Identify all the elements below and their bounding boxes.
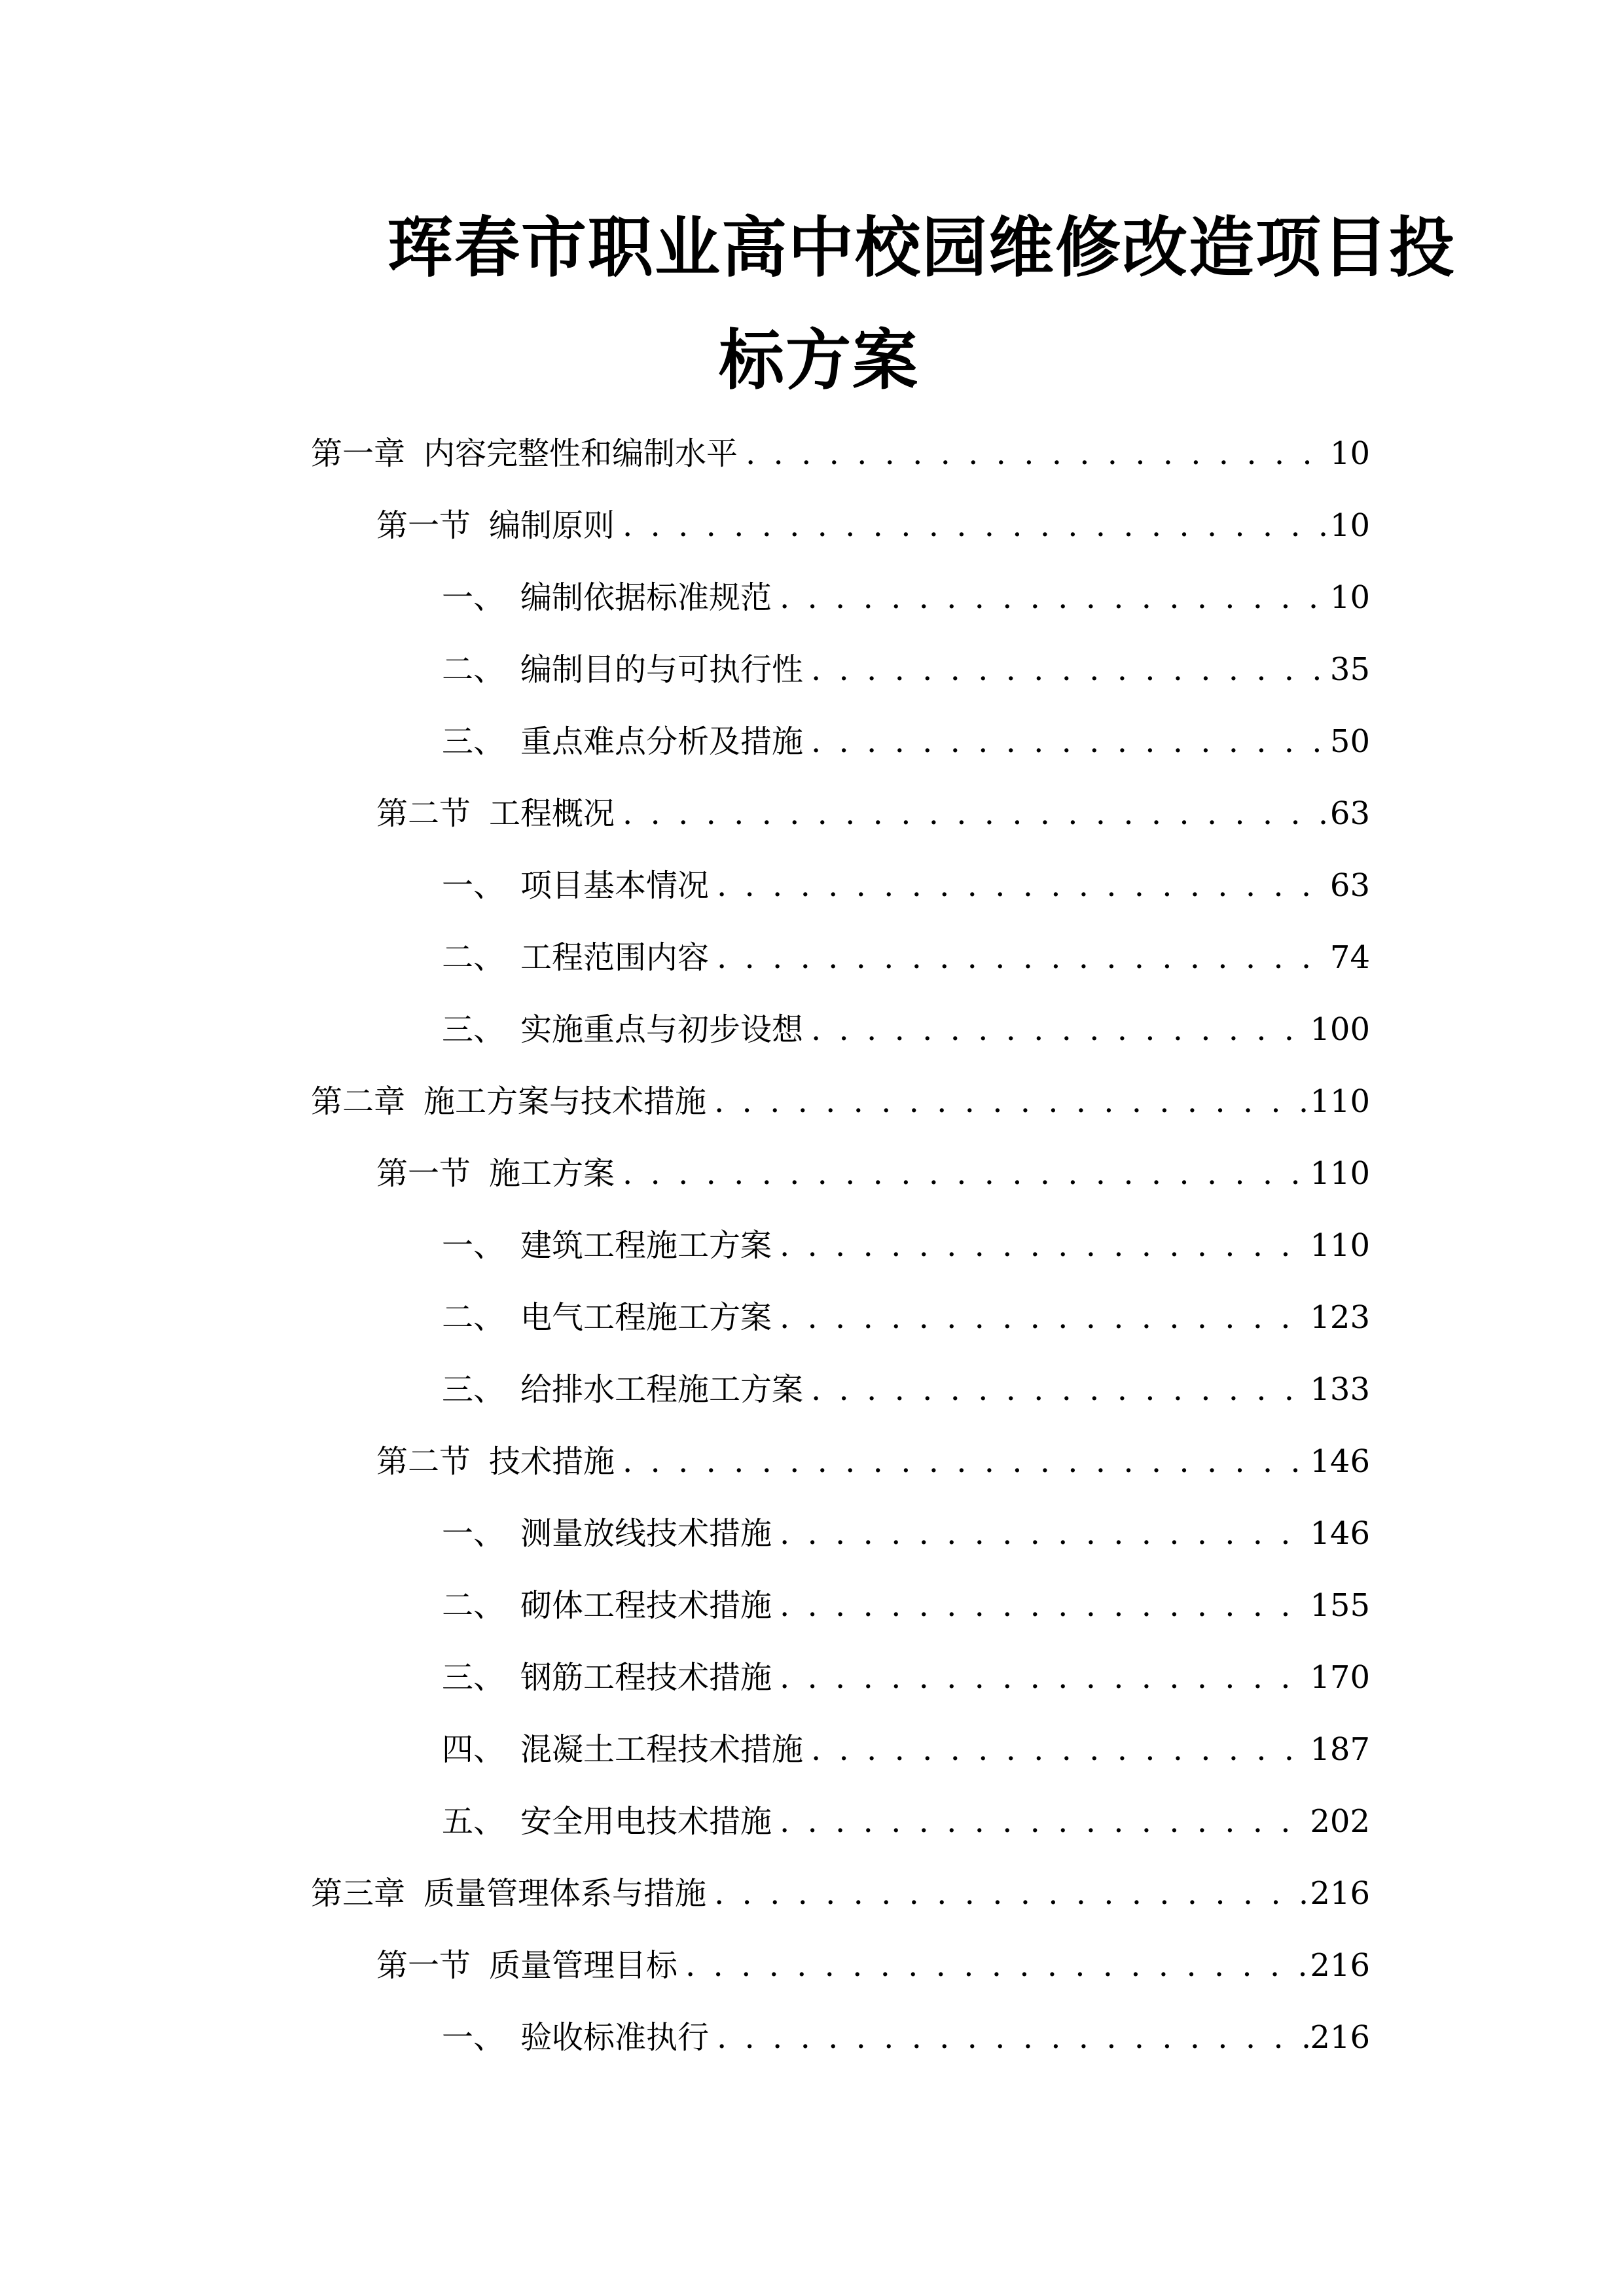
toc-entry-page: 146 [1310, 1443, 1370, 1480]
toc-entry-page: 10 [1329, 507, 1370, 544]
toc-dot-leader [772, 1795, 1310, 1848]
toc-entry[interactable] [442, 1291, 1370, 1344]
toc-entry-number: 第二节 [376, 795, 471, 832]
toc-entry-page: 10 [1329, 579, 1370, 616]
toc-dot-leader [772, 1219, 1310, 1272]
toc-entry-page: 110 [1310, 1083, 1370, 1120]
toc-entry-title: 重点难点分析及措施 [520, 723, 804, 760]
toc-entry-title: 钢筋工程技术措施 [520, 1659, 772, 1696]
toc-entry-page: 170 [1310, 1659, 1370, 1696]
toc-dot-leader [803, 1003, 1310, 1056]
toc-entry-number: 四、 [442, 1731, 505, 1768]
toc-entry-title: 测量放线技术措施 [520, 1515, 772, 1552]
toc-dot-leader [772, 1579, 1310, 1632]
toc-entry[interactable] [442, 571, 1370, 624]
toc-dot-leader [803, 1723, 1310, 1776]
toc-entry-title: 质量管理目标 [489, 1947, 678, 1984]
toc-entry-title: 内容完整性和编制水平 [424, 435, 738, 472]
toc-entry-page: 10 [1329, 435, 1370, 472]
toc-entry-number: 第三章 [311, 1875, 406, 1912]
table-of-contents [0, 425, 1624, 2127]
toc-entry-title: 质量管理体系与措施 [424, 1875, 707, 1912]
toc-dot-leader [709, 931, 1330, 984]
toc-entry[interactable] [442, 715, 1370, 768]
toc-entry[interactable] [442, 1363, 1370, 1416]
toc-entry-number: 第一节 [376, 507, 471, 544]
toc-entry[interactable] [376, 1147, 1370, 1200]
toc-entry-page: 110 [1310, 1155, 1370, 1192]
document-title-continued: 标方案 [719, 321, 919, 399]
toc-dot-leader [709, 859, 1330, 912]
toc-entry-page: 110 [1310, 1227, 1370, 1264]
toc-entry[interactable] [442, 931, 1370, 984]
toc-entry-number: 一、 [442, 1515, 505, 1552]
toc-entry-number: 第一节 [376, 1947, 471, 1984]
toc-entry[interactable] [442, 859, 1370, 912]
toc-entry-number: 三、 [442, 1371, 505, 1408]
toc-dot-leader [803, 643, 1330, 696]
toc-entry-title: 编制依据标准规范 [520, 579, 772, 616]
toc-entry[interactable] [311, 1867, 1370, 1920]
toc-entry-page: 202 [1310, 1803, 1370, 1840]
toc-entry-number: 第二章 [311, 1083, 406, 1120]
toc-dot-leader [615, 499, 1330, 552]
toc-entry-page: 35 [1329, 651, 1370, 688]
toc-entry-number: 三、 [442, 1659, 505, 1696]
toc-entry-title: 安全用电技术措施 [520, 1803, 772, 1840]
toc-entry-number: 一、 [442, 579, 505, 616]
toc-entry[interactable] [442, 1507, 1370, 1560]
toc-entry-title: 施工方案 [489, 1155, 615, 1192]
toc-dot-leader [803, 715, 1330, 768]
toc-entry[interactable] [442, 1651, 1370, 1704]
toc-entry-page: 216 [1310, 1947, 1370, 1984]
toc-dot-leader [772, 1651, 1310, 1704]
toc-entry[interactable] [442, 1219, 1370, 1272]
toc-entry-number: 一、 [442, 867, 505, 904]
toc-entry-title: 给排水工程施工方案 [520, 1371, 804, 1408]
toc-entry-title: 验收标准执行 [520, 2019, 710, 2056]
toc-entry-title: 工程范围内容 [520, 939, 710, 976]
toc-dot-leader [615, 1147, 1310, 1200]
toc-entry-page: 133 [1310, 1371, 1370, 1408]
toc-entry-number: 一、 [442, 2019, 505, 2056]
toc-entry-title: 施工方案与技术措施 [424, 1083, 707, 1120]
toc-dot-leader [677, 1939, 1310, 1992]
toc-dot-leader [803, 1363, 1310, 1416]
toc-entry[interactable] [442, 643, 1370, 696]
toc-entry-title: 砌体工程技术措施 [520, 1587, 772, 1624]
toc-entry-page: 74 [1329, 939, 1370, 976]
toc-dot-leader [738, 427, 1330, 480]
toc-entry-number: 第一章 [311, 435, 406, 472]
toc-entry[interactable] [442, 1003, 1370, 1056]
toc-entry[interactable] [311, 1075, 1370, 1128]
toc-entry-page: 146 [1310, 1515, 1370, 1552]
toc-entry-number: 二、 [442, 939, 505, 976]
toc-entry-title: 编制目的与可执行性 [520, 651, 804, 688]
toc-dot-leader [615, 787, 1330, 840]
toc-dot-leader [772, 571, 1330, 624]
toc-entry[interactable] [442, 1579, 1370, 1632]
toc-entry-page: 155 [1310, 1587, 1370, 1624]
toc-entry-number: 二、 [442, 651, 505, 688]
toc-entry-number: 二、 [442, 1299, 505, 1336]
toc-entry-title: 工程概况 [489, 795, 615, 832]
toc-entry-page: 50 [1329, 723, 1370, 760]
document-title: 珲春市职业高中校园维修改造项目投 [388, 209, 1456, 286]
toc-entry[interactable] [376, 1435, 1370, 1488]
toc-entry[interactable] [311, 427, 1370, 480]
toc-entry[interactable] [376, 1939, 1370, 1992]
toc-entry-title: 建筑工程施工方案 [520, 1227, 772, 1264]
toc-entry[interactable] [376, 499, 1370, 552]
toc-entry[interactable] [442, 1723, 1370, 1776]
toc-dot-leader [709, 2011, 1310, 2064]
toc-entry[interactable] [442, 1795, 1370, 1848]
toc-dot-leader [772, 1291, 1310, 1344]
toc-entry-number: 五、 [442, 1803, 505, 1840]
toc-entry-page: 100 [1310, 1011, 1370, 1048]
toc-entry[interactable] [376, 787, 1370, 840]
toc-entry-page: 216 [1310, 2019, 1370, 2056]
toc-entry-page: 123 [1310, 1299, 1370, 1336]
toc-entry-title: 电气工程施工方案 [520, 1299, 772, 1336]
toc-entry-page: 63 [1329, 867, 1370, 904]
toc-entry-page: 63 [1329, 795, 1370, 832]
toc-dot-leader [706, 1075, 1310, 1128]
toc-dot-leader [615, 1435, 1310, 1488]
toc-entry-title: 混凝土工程技术措施 [520, 1731, 804, 1768]
toc-entry-title: 编制原则 [489, 507, 615, 544]
toc-entry-number: 一、 [442, 1227, 505, 1264]
toc-entry-page: 187 [1310, 1731, 1370, 1768]
toc-entry-title: 技术措施 [489, 1443, 615, 1480]
toc-entry-number: 第二节 [376, 1443, 471, 1480]
toc-entry-number: 二、 [442, 1587, 505, 1624]
toc-entry-title: 项目基本情况 [520, 867, 710, 904]
toc-dot-leader [772, 1507, 1310, 1560]
toc-entry[interactable] [442, 2011, 1370, 2064]
toc-entry-page: 216 [1310, 1875, 1370, 1912]
toc-entry-number: 三、 [442, 1011, 505, 1048]
toc-entry-number: 三、 [442, 723, 505, 760]
toc-entry-number: 第一节 [376, 1155, 471, 1192]
toc-dot-leader [706, 1867, 1310, 1920]
toc-entry-title: 实施重点与初步设想 [520, 1011, 804, 1048]
